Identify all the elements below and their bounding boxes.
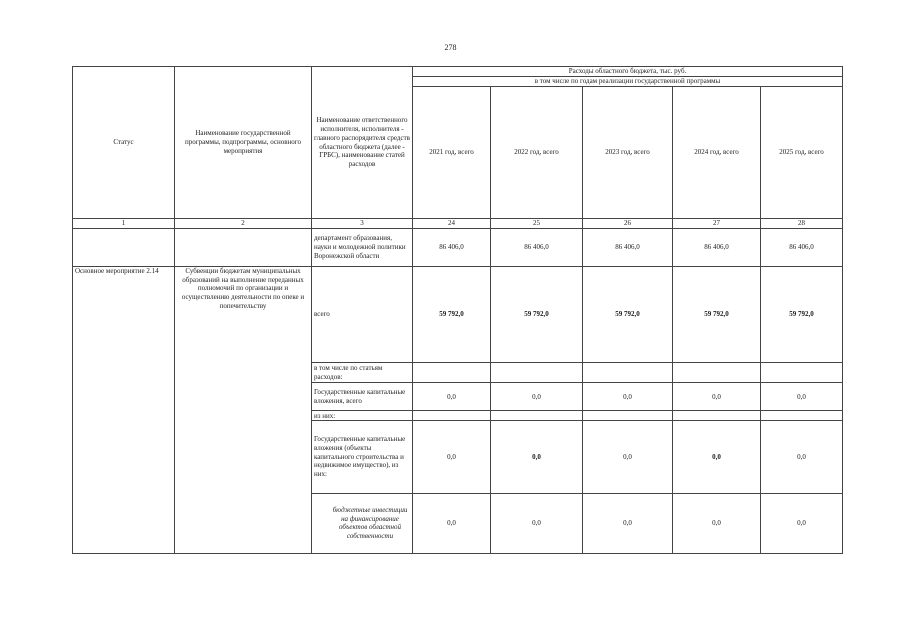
value-cell: 0,0 [491, 421, 583, 493]
header-row-1 [73, 67, 843, 77]
header-executor: Наименование ответственного исполнителя, исполнителя - главного распорядителя средств областного бюджета (далее - ГРБС), наименование статей расходов [312, 67, 413, 219]
value-cell: 0,0 [413, 493, 491, 553]
value-cell [583, 363, 673, 383]
value-cell: 0,0 [491, 493, 583, 553]
header-year-2024: 2024 год, всего [673, 86, 761, 218]
value-cell: 86 406,0 [413, 228, 491, 266]
value-cell: 0,0 [761, 421, 843, 493]
header-program-name: Наименование государственной программы, подпрограммы, основного мероприятия [175, 67, 312, 219]
executor-cell: департамент образования, науки и молодежной политики Воронежской области [312, 228, 413, 266]
value-cell [673, 411, 761, 421]
program-cell: Субвенции бюджетам муниципальных образований на выполнение переданных полномочий по организации и осуществлению деятельности по опеке и попечительству [175, 266, 312, 553]
col-num: 3 [312, 219, 413, 229]
budget-table [72, 66, 843, 554]
column-number-row [73, 219, 843, 229]
executor-cell: из них: [312, 411, 413, 421]
executor-cell: всего [312, 266, 413, 362]
table-row [73, 228, 843, 266]
value-cell: 59 792,0 [491, 266, 583, 362]
header-by-years: в том числе по годам реализации государственной программы [413, 76, 843, 86]
value-cell: 0,0 [583, 421, 673, 493]
header-expenses-title: Расходы областного бюджета, тыс. руб. [413, 67, 843, 77]
value-cell: 86 406,0 [491, 228, 583, 266]
value-cell: 86 406,0 [761, 228, 843, 266]
header-year-2021: 2021 год, всего [413, 86, 491, 218]
value-cell: 0,0 [583, 493, 673, 553]
executor-cell: Государственные капитальные вложения (объекты капитального строительства и недвижимое имущество), из них: [312, 421, 413, 493]
col-num: 27 [673, 219, 761, 229]
header-year-2023: 2023 год, всего [583, 86, 673, 218]
value-cell [583, 411, 673, 421]
value-cell [673, 363, 761, 383]
status-cell [73, 228, 175, 266]
executor-cell: бюджетные инвестиции на финансирование объектов областной собственности [312, 493, 413, 553]
col-num: 26 [583, 219, 673, 229]
value-cell: 0,0 [413, 421, 491, 493]
value-cell [761, 411, 843, 421]
value-cell [491, 363, 583, 383]
value-cell: 86 406,0 [583, 228, 673, 266]
value-cell [413, 363, 491, 383]
value-cell: 0,0 [673, 421, 761, 493]
value-cell: 0,0 [761, 493, 843, 553]
col-num: 2 [175, 219, 312, 229]
value-cell: 0,0 [761, 383, 843, 411]
value-cell: 59 792,0 [413, 266, 491, 362]
col-num: 25 [491, 219, 583, 229]
value-cell: 0,0 [413, 383, 491, 411]
value-cell [413, 411, 491, 421]
header-year-2022: 2022 год, всего [491, 86, 583, 218]
value-cell: 0,0 [673, 493, 761, 553]
value-cell: 59 792,0 [761, 266, 843, 362]
header-status: Статус [73, 67, 175, 219]
program-cell [175, 228, 312, 266]
value-cell: 0,0 [491, 383, 583, 411]
value-cell: 0,0 [673, 383, 761, 411]
col-num: 1 [73, 219, 175, 229]
page-number: 278 [444, 43, 457, 52]
header-year-2025: 2025 год, всего [761, 86, 843, 218]
col-num: 24 [413, 219, 491, 229]
col-num: 28 [761, 219, 843, 229]
value-cell [761, 363, 843, 383]
status-cell: Основное мероприятие 2.14 [73, 266, 175, 553]
executor-cell: Государственные капитальные вложения, всего [312, 383, 413, 411]
value-cell: 0,0 [583, 383, 673, 411]
executor-cell: в том числе по статьям расходов: [312, 363, 413, 383]
table-row [73, 266, 843, 362]
value-cell: 59 792,0 [673, 266, 761, 362]
value-cell: 86 406,0 [673, 228, 761, 266]
value-cell: 59 792,0 [583, 266, 673, 362]
value-cell [491, 411, 583, 421]
